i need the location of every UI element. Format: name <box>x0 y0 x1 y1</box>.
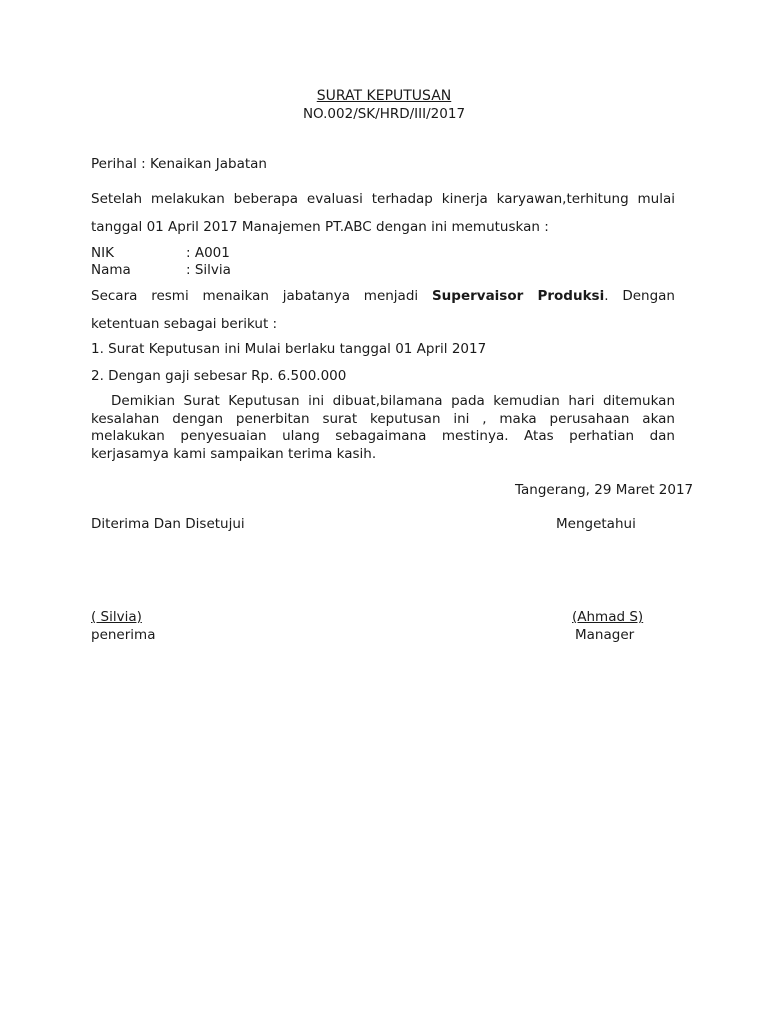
left-signatory-role: penerima <box>91 627 156 643</box>
right-signatory-name: (Ahmad S) <box>572 609 644 625</box>
right-sign-heading: Mengetahui <box>556 516 636 532</box>
nik-value: : A001 <box>186 245 230 261</box>
closing-paragraph: Demikian Surat Keputusan ini dibuat,bilamana pada kemudian hari ditemukan kesalahan dengan penerbitan surat keputusan ini , maka perusahaan akan melakukan penyesuaian ulang sebagaimana mestinya. Atas perhatian dan kerjasamya kami sampaikan terima kasih. <box>91 393 675 462</box>
place-date: Tangerang, 29 Maret 2017 <box>515 482 694 498</box>
left-sign-heading: Diterima Dan Disetujui <box>91 516 245 532</box>
name-label: Nama <box>91 262 131 278</box>
name-value: : Silvia <box>186 262 231 278</box>
intro-paragraph: Setelah melakukan beberapa evaluasi terhadap kinerja karyawan,terhitung mulai tanggal 01 April 2017 Manajemen PT.ABC dengan ini memutuskan : <box>91 191 675 235</box>
new-position: Supervaisor Produksi <box>431 288 605 304</box>
nik-label: NIK <box>91 245 114 261</box>
left-signatory-name: ( Silvia) <box>91 609 142 625</box>
letter-number: NO.002/SK/HRD/III/2017 <box>302 106 466 122</box>
list-item-1: 1. Surat Keputusan ini Mulai berlaku tanggal 01 April 2017 <box>91 341 487 357</box>
right-signatory-role: Manager <box>575 627 635 643</box>
letter-subject: Perihal : Kenaikan Jabatan <box>91 156 267 172</box>
decision-paragraph <box>91 282 675 338</box>
list-item-2: 2. Dengan gaji sebesar Rp. 6.500.000 <box>91 368 347 384</box>
decision-text-after: . Dengan ketentuan sebagai berikut : <box>91 288 675 332</box>
letter-title: SURAT KEPUTUSAN <box>316 88 452 104</box>
decision-text-before: Secara resmi menaikan jabatanya menjadi <box>91 288 432 304</box>
